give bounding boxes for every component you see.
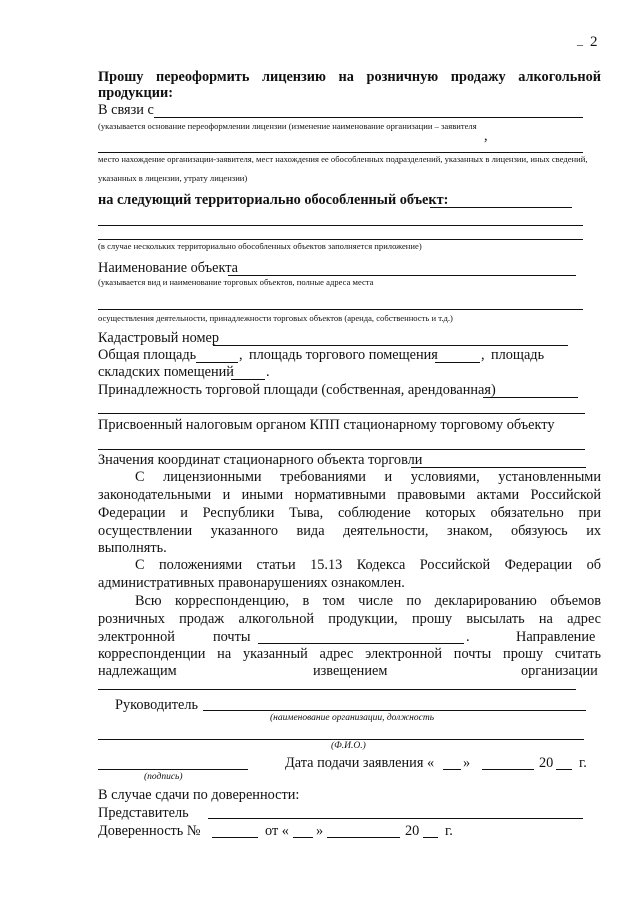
date-year-prefix: 20 — [539, 755, 554, 771]
kpp-field[interactable] — [98, 449, 585, 450]
paragraph-email-word: организации — [521, 663, 598, 679]
page-mark: _ — [577, 33, 583, 47]
email-word-2: почты — [213, 629, 251, 645]
fio-caption: (Ф.И.О.) — [331, 741, 366, 751]
object-name-field[interactable] — [228, 275, 576, 276]
total-area-label: Общая площадь — [98, 347, 197, 363]
from-label: от « — [265, 823, 289, 839]
date-year-suffix: г. — [579, 755, 587, 771]
paragraph-requirements-line: Федерации и Республики Тыва, соблюдение которых обязательно при — [98, 505, 601, 521]
warehouse-area-field[interactable] — [231, 379, 265, 380]
direction-word: Направление — [516, 629, 596, 645]
object-name-note-2: осуществления деятельности, принадлежности торговых объектов (аренда, собственность и т.д.) — [98, 313, 453, 323]
paragraph-email-word: извещением — [313, 663, 388, 679]
ownership-label: Принадлежность торговой площади (собственная, арендованная) — [98, 382, 496, 398]
area-comma-1: , — [239, 347, 243, 363]
object-section-note: (в случае нескольких территориально обособленных объектов заполняется приложение) — [98, 241, 422, 251]
object-name-label: Наименование объекта — [98, 260, 238, 276]
date-year-field[interactable] — [556, 769, 572, 770]
kpp-label: Присвоенный налоговым органом КПП стационарному торговому объекту — [98, 417, 555, 433]
object-name-field-2[interactable] — [98, 309, 583, 310]
signature-field[interactable] — [98, 769, 248, 770]
paragraph-requirements-line: осуществлении указанного вида деятельности, знаком, обязуюсь их — [98, 523, 601, 539]
head-label: Руководитель — [115, 697, 199, 713]
reason-note-3: указанных в лицензии, утрату лицензии) — [98, 173, 248, 183]
paragraph-article-line: административных правонарушениях ознакомлен. — [98, 575, 405, 591]
representative-label: Представитель — [98, 805, 189, 821]
area-comma-2: , — [481, 347, 485, 363]
paragraph-email-line: розничных продаж алкогольной продукции, прошу высылать на адрес — [98, 611, 601, 627]
object-field-line-3[interactable] — [98, 239, 583, 240]
proxy-month-field[interactable] — [327, 837, 400, 838]
trade-area-label: площадь торгового помещения — [249, 347, 438, 363]
reason-comma: , — [484, 128, 488, 144]
object-name-note: (указывается вид и наименование торговых объектов, полные адреса места — [98, 277, 374, 287]
page-title-continued: продукции: — [98, 85, 174, 101]
representative-field[interactable] — [208, 818, 583, 819]
object-section-title: на следующий территориально обособленный объект: — [98, 192, 449, 208]
trade-area-field[interactable] — [435, 362, 480, 363]
proxy-year-suffix: г. — [445, 823, 453, 839]
object-field-line[interactable] — [430, 207, 572, 208]
paragraph-email-line: корреспонденции на указанный адрес электронной почты прошу считать — [98, 646, 601, 662]
coordinates-label: Значения координат стационарного объекта торговли — [98, 452, 423, 468]
paragraph-requirements-line: законодательными и иными нормативными правовыми актами Российской — [98, 487, 601, 503]
reason-field-line[interactable] — [154, 117, 583, 118]
email-dot: . — [466, 629, 470, 645]
signature-caption: (подпись) — [144, 772, 183, 782]
warehouse-area-label: складских помещений — [98, 364, 234, 380]
reason-label: В связи с — [98, 102, 154, 118]
date-close-quote: » — [463, 755, 471, 771]
object-field-line-2[interactable] — [98, 225, 583, 226]
proxy-year-field[interactable] — [423, 837, 438, 838]
paragraph-email-word: надлежащим — [98, 663, 177, 679]
proxy-day-field[interactable] — [293, 837, 313, 838]
email-field[interactable] — [258, 643, 464, 644]
date-month-field[interactable] — [482, 769, 534, 770]
cadastral-label: Кадастровый номер — [98, 330, 220, 346]
date-day-field[interactable] — [443, 769, 461, 770]
page-number: 2 — [590, 34, 598, 50]
power-of-attorney-label: Доверенность № — [98, 823, 201, 839]
organization-field[interactable] — [98, 689, 576, 690]
paragraph-requirements-line: С лицензионными требованиями и условиями, установленными — [135, 469, 601, 485]
reason-note-2: место нахождение организации-заявителя, мест нахождения ее обособленных подразделений, указанных в лицензии, иных сведений, — [98, 154, 588, 164]
coordinates-field[interactable] — [411, 467, 586, 468]
ownership-field[interactable] — [483, 397, 578, 398]
ownership-field-2[interactable] — [98, 413, 585, 414]
proxy-intro: В случае сдачи по доверенности: — [98, 787, 300, 803]
paragraph-email-line: Всю корреспонденцию, в том числе по декларированию объемов — [135, 593, 601, 609]
reason-note: (указывается основание переоформлении лицензии (изменение наименование организации – заявителя — [98, 121, 477, 131]
reason-field-line-2[interactable] — [98, 152, 583, 153]
fio-field[interactable] — [98, 739, 584, 740]
paragraph-article-line: С положениями статьи 15.13 Кодекса Российской Федерации об — [135, 557, 601, 573]
proxy-close-quote: » — [316, 823, 324, 839]
proxy-year-prefix: 20 — [405, 823, 420, 839]
power-of-attorney-number-field[interactable] — [212, 837, 258, 838]
area-dot: . — [266, 364, 270, 380]
cadastral-field[interactable] — [213, 345, 568, 346]
head-caption: (наименование организации, должность — [270, 713, 435, 723]
paragraph-requirements-last: выполнять. — [98, 540, 167, 556]
head-field[interactable] — [203, 710, 586, 711]
area-label: площадь — [491, 347, 545, 363]
date-label: Дата подачи заявления « — [285, 755, 435, 771]
total-area-field[interactable] — [196, 362, 238, 363]
page-title: Прошу переоформить лицензию на розничную продажу алкогольной — [98, 69, 601, 85]
email-word-1: электронной — [98, 629, 175, 645]
